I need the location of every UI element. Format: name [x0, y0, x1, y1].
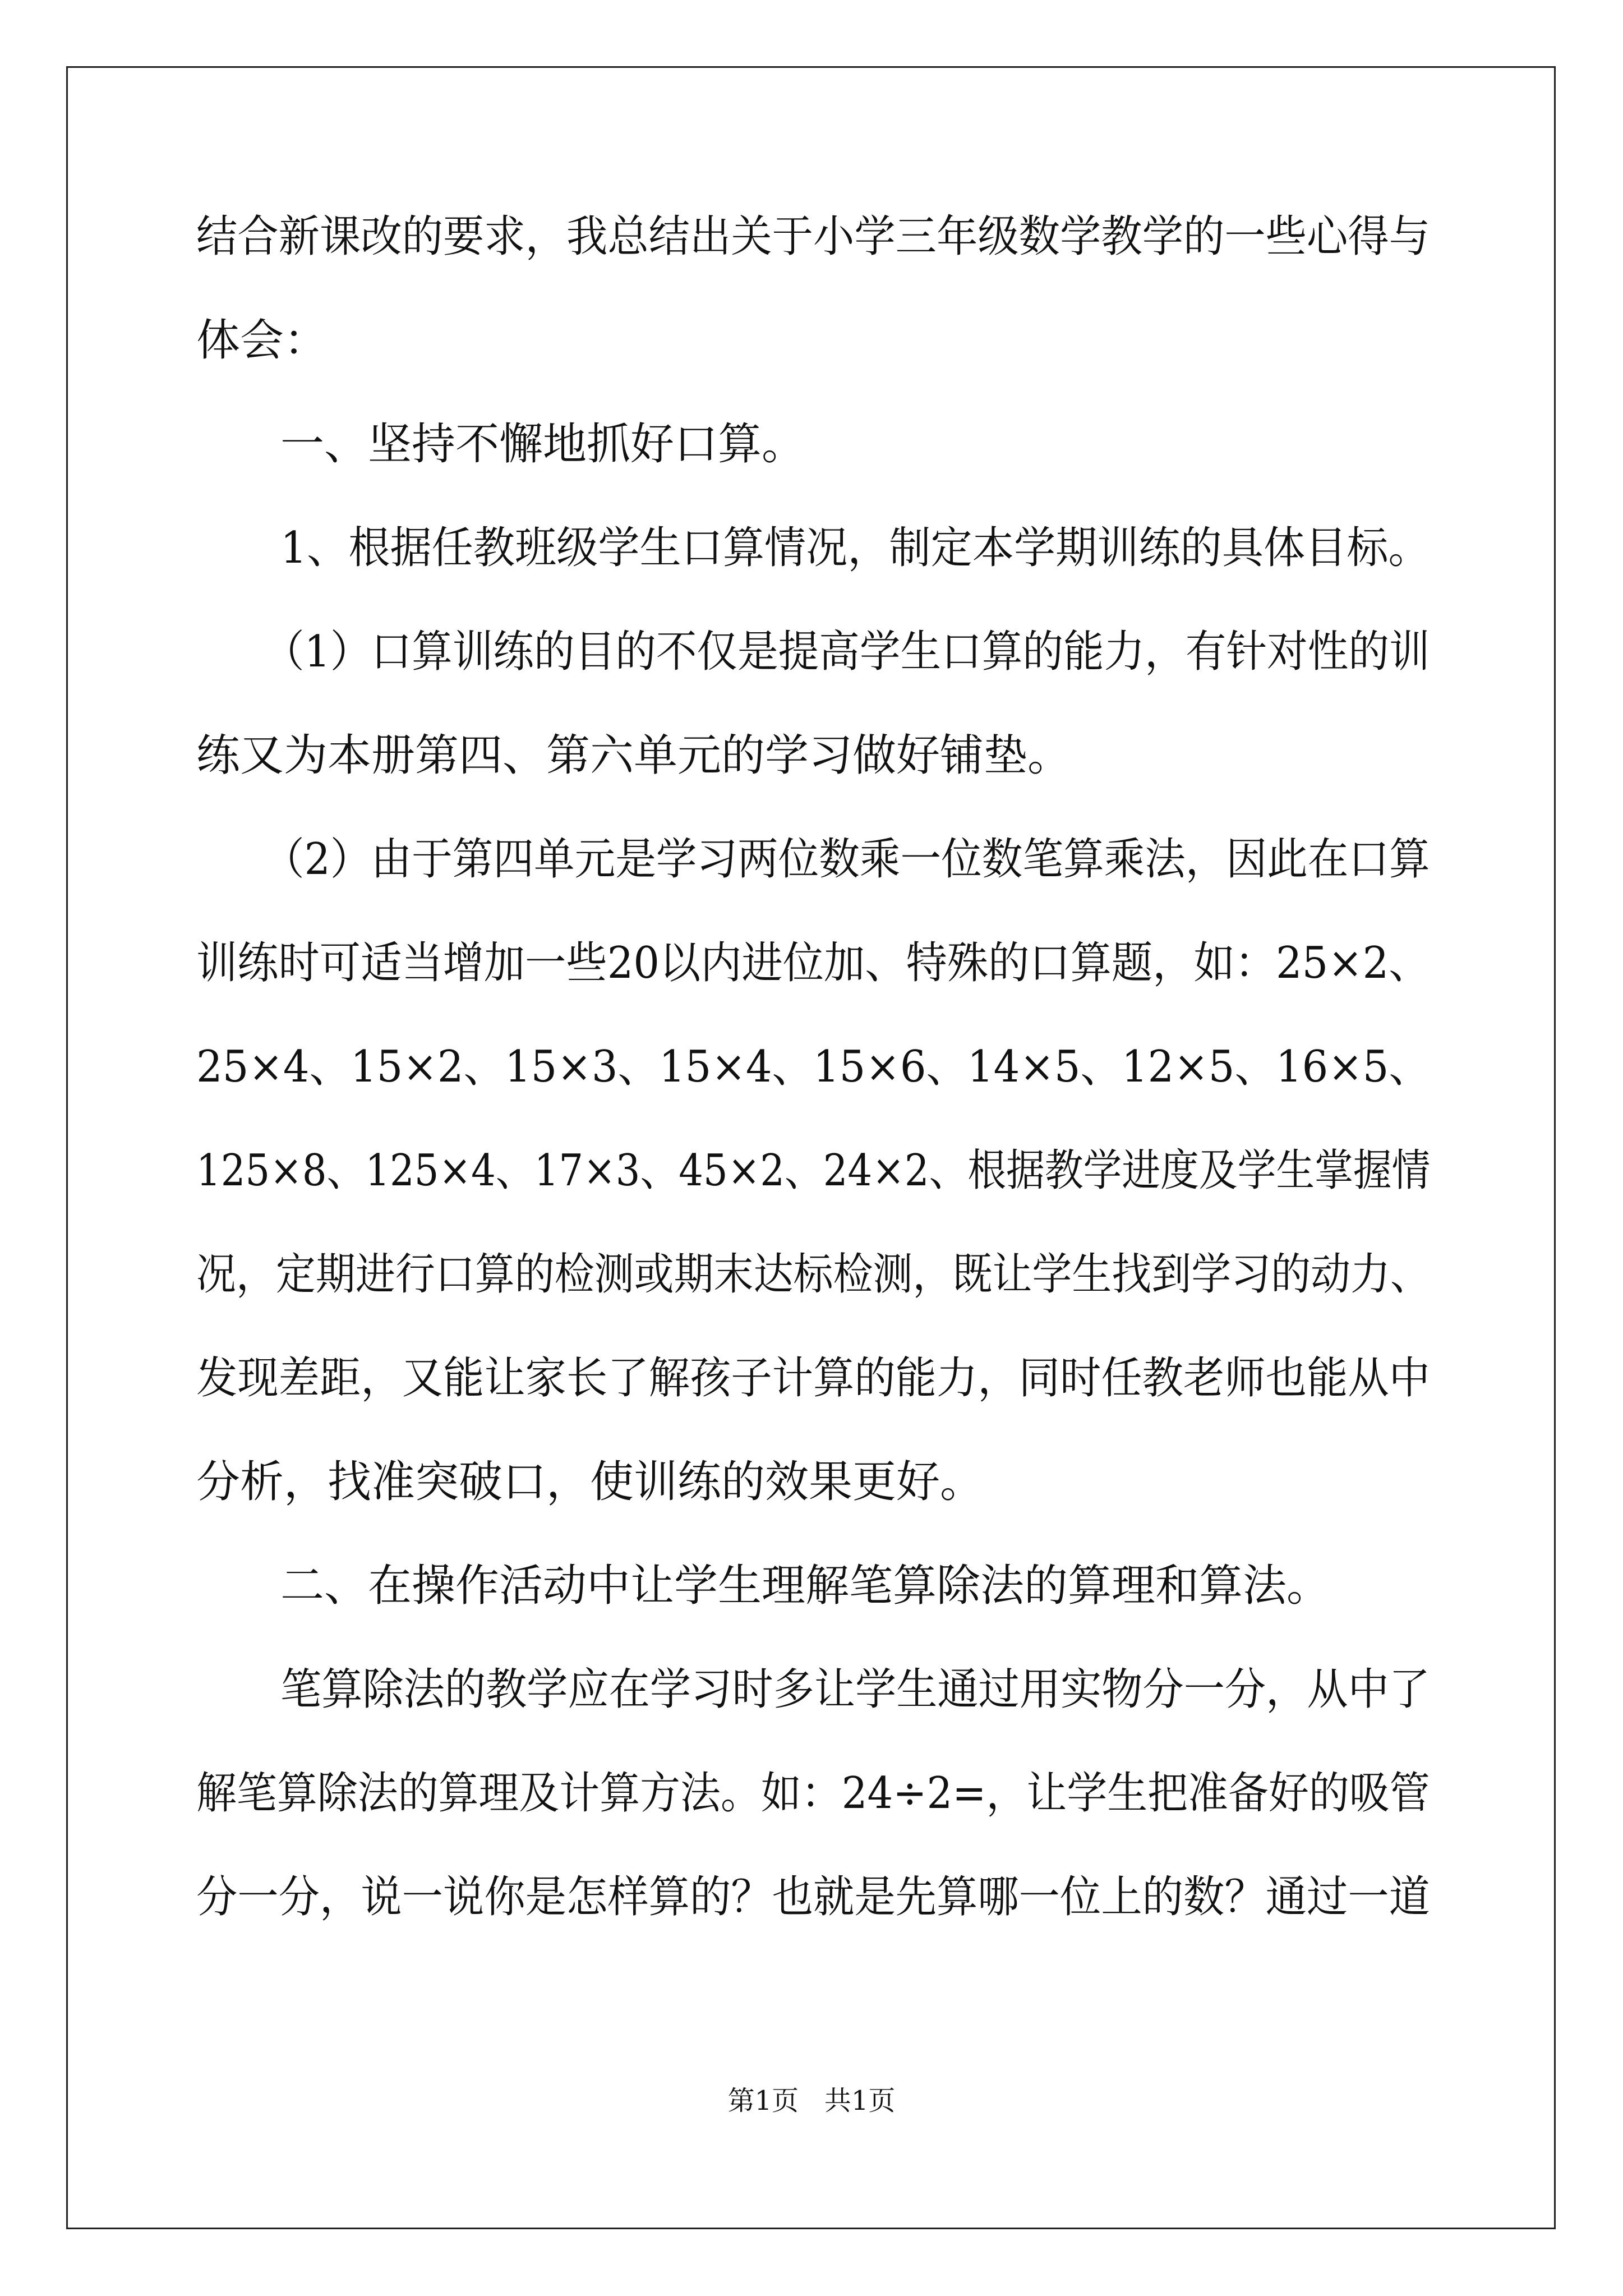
page-number: 第1页 共1页 — [727, 2085, 896, 2116]
text-line: 况，定期进行口算的检测或期末达标检测，既让学生找到学习的动力、 — [196, 1249, 1431, 1300]
text-line: 25×4、15×2、15×3、15×4、15×6、14×5、12×5、16×5、 — [196, 1042, 1430, 1092]
text-line: （2）由于第四单元是学习两位数乘一位数笔算乘法，因此在口算 — [264, 834, 1430, 885]
text-line: 分一分，说一说你是怎样算的？也就是先算哪一位上的数？通过一道 — [196, 1872, 1431, 1922]
text-line: 1、根据任教班级学生口算情况，制定本学期训练的具体目标。 — [280, 523, 1430, 573]
text-line: 笔算除法的教学应在学习时多让学生通过用实物分一分，从中了 — [280, 1664, 1431, 1715]
text-line: 体会： — [196, 315, 328, 366]
text-line: （1）口算训练的目的不仅是提高学生口算的能力，有针对性的训 — [264, 627, 1430, 677]
text-line: 分析，找准突破口，使训练的效果更好。 — [196, 1457, 984, 1507]
text-line: 125×8、125×4、17×3、45×2、24×2、根据教学进度及学生掌握情 — [196, 1145, 1431, 1196]
text-line: 结合新课改的要求，我总结出关于小学三年级数学教学的一些心得与 — [196, 211, 1431, 262]
page-footer — [0, 2084, 1623, 2118]
text-line: 训练时可适当增加一些20以内进位加、特殊的口算题，如：25×2、 — [196, 938, 1430, 988]
text-line: 练又为本册第四、第六单元的学习做好铺垫。 — [196, 730, 1072, 781]
section-heading: 一、坚持不懈地抓好口算。 — [280, 419, 806, 470]
text-line: 发现差距，又能让家长了解孩子计算的能力，同时任教老师也能从中 — [196, 1353, 1431, 1404]
text-line: 解笔算除法的算理及计算方法。如：24÷2=，让学生把准备好的吸管 — [196, 1768, 1430, 1819]
section-heading: 二、在操作活动中让学生理解笔算除法的算理和算法。 — [280, 1561, 1331, 1611]
